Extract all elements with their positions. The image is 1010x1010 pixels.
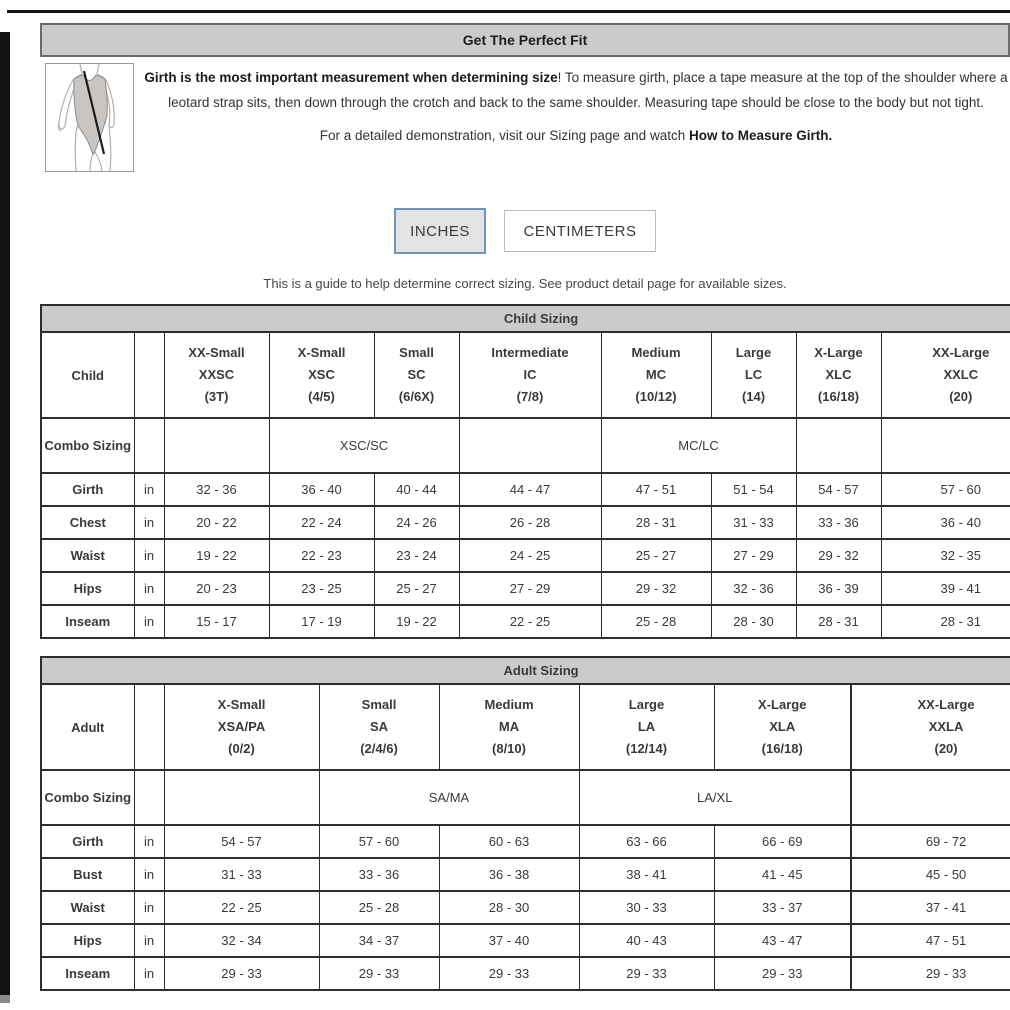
table-title-row	[41, 305, 1010, 332]
size-column-header: Medium MC (10/12)	[601, 332, 711, 418]
measurement-value-cell: 54 - 57	[164, 825, 319, 858]
child-sizing-table	[40, 304, 1010, 639]
unit-cell: in	[134, 605, 164, 638]
measurement-value-cell: 17 - 19	[269, 605, 374, 638]
measurement-value-cell: 28 - 30	[711, 605, 796, 638]
measurement-row-waist	[41, 539, 1010, 572]
measurement-row-chest	[41, 506, 1010, 539]
combo-size-cell: LA/XL	[579, 770, 851, 825]
measurement-value-cell: 19 - 22	[374, 605, 459, 638]
measurement-value-cell: 25 - 28	[601, 605, 711, 638]
measurement-value-cell: 28 - 31	[601, 506, 711, 539]
measurement-label: Girth	[41, 825, 134, 858]
unit-cell: in	[134, 957, 164, 990]
demo-prefix: For a detailed demonstration, visit our Sizing page and watch	[319, 128, 689, 143]
measurement-value-cell: 40 - 44	[374, 473, 459, 506]
measurement-row-inseam	[41, 605, 1010, 638]
measurement-value-cell: 37 - 40	[439, 924, 579, 957]
measurement-value-cell: 22 - 25	[164, 891, 319, 924]
measurement-value-cell: 29 - 33	[164, 957, 319, 990]
size-column-header: XX-Large XXLC (20)	[881, 332, 1010, 418]
combo-empty-cell	[796, 418, 881, 473]
measurement-value-cell: 36 - 39	[796, 572, 881, 605]
unit-combo-cell	[134, 770, 164, 825]
measurement-value-cell: 29 - 33	[714, 957, 851, 990]
demo-link-bold: How to Measure Girth.	[688, 128, 833, 143]
unit-cell: in	[134, 539, 164, 572]
measurement-value-cell: 23 - 25	[269, 572, 374, 605]
measurement-label: Waist	[41, 539, 134, 572]
measurement-value-cell: 20 - 23	[164, 572, 269, 605]
measurement-label: Bust	[41, 858, 134, 891]
measurement-label: Hips	[41, 924, 134, 957]
measurement-value-cell: 57 - 60	[881, 473, 1010, 506]
measurement-value-cell: 28 - 31	[881, 605, 1010, 638]
unit-toggle-group	[40, 208, 1010, 254]
column-header-row	[41, 684, 1010, 770]
combo-empty-cell	[164, 770, 319, 825]
measurement-value-cell: 29 - 32	[601, 572, 711, 605]
unit-cell: in	[134, 858, 164, 891]
measurement-value-cell: 38 - 41	[579, 858, 714, 891]
measurement-value-cell: 60 - 63	[439, 825, 579, 858]
page-left-border	[0, 32, 10, 995]
unit-cell: in	[134, 572, 164, 605]
measurement-value-cell: 36 - 38	[439, 858, 579, 891]
combo-size-cell: MC/LC	[601, 418, 796, 473]
inches-button[interactable]: INCHES	[394, 208, 486, 254]
size-column-header: X-Large XLA (16/18)	[714, 684, 851, 770]
measurement-value-cell: 29 - 33	[439, 957, 579, 990]
measurement-value-cell: 30 - 33	[579, 891, 714, 924]
measurement-value-cell: 29 - 33	[319, 957, 439, 990]
measurement-value-cell: 36 - 40	[881, 506, 1010, 539]
measurement-value-cell: 32 - 34	[164, 924, 319, 957]
size-column-header: Intermediate IC (7/8)	[459, 332, 601, 418]
size-column-header: Large LA (12/14)	[579, 684, 714, 770]
measurement-value-cell: 33 - 37	[714, 891, 851, 924]
measurement-value-cell: 24 - 25	[459, 539, 601, 572]
measurement-value-cell: 27 - 29	[711, 539, 796, 572]
measurement-value-cell: 32 - 35	[881, 539, 1010, 572]
measurement-value-cell: 39 - 41	[881, 572, 1010, 605]
adult-sizing-table	[40, 656, 1010, 991]
measurement-value-cell: 19 - 22	[164, 539, 269, 572]
measurement-row-waist	[41, 891, 1010, 924]
measurement-value-cell: 28 - 30	[439, 891, 579, 924]
unit-cell: in	[134, 506, 164, 539]
girth-intro-bold: Girth is the most important measurement when determining size	[144, 70, 558, 85]
size-column-header: XX-Small XXSC (3T)	[164, 332, 269, 418]
measurement-row-girth	[41, 825, 1010, 858]
size-column-header: Medium MA (8/10)	[439, 684, 579, 770]
centimeters-button[interactable]: CENTIMETERS	[504, 210, 656, 252]
size-column-header: Small SA (2/4/6)	[319, 684, 439, 770]
measurement-row-inseam	[41, 957, 1010, 990]
combo-sizing-label: Combo Sizing	[41, 418, 134, 473]
size-column-header: X-Small XSA/PA (0/2)	[164, 684, 319, 770]
measurement-value-cell: 36 - 40	[269, 473, 374, 506]
combo-size-cell: XSC/SC	[269, 418, 459, 473]
combo-empty-cell	[164, 418, 269, 473]
unit-header-cell	[134, 332, 164, 418]
measurement-value-cell: 47 - 51	[601, 473, 711, 506]
measurement-row-bust	[41, 858, 1010, 891]
girth-intro-text-column	[134, 63, 1010, 172]
girth-intro-rest: ! To measure girth, place a tape measure at the top of the shoulder where a leotard strap sits, then down through the crotch and back to the same shoulder. Measuring tape should be close to the body but not tight.	[168, 70, 1008, 110]
measurement-label: Hips	[41, 572, 134, 605]
measurement-value-cell: 43 - 47	[714, 924, 851, 957]
combo-sizing-row	[41, 418, 1010, 473]
measurement-value-cell: 26 - 28	[459, 506, 601, 539]
measurement-value-cell: 34 - 37	[319, 924, 439, 957]
measurement-row-girth	[41, 473, 1010, 506]
size-column-header: XX-Large XXLA (20)	[851, 684, 1010, 770]
combo-empty-cell	[459, 418, 601, 473]
measurement-label: Girth	[41, 473, 134, 506]
measurement-value-cell: 15 - 17	[164, 605, 269, 638]
measurement-value-cell: 45 - 50	[851, 858, 1010, 891]
combo-empty-cell	[881, 418, 1010, 473]
unit-header-cell	[134, 684, 164, 770]
measurement-value-cell: 20 - 22	[164, 506, 269, 539]
measurement-value-cell: 33 - 36	[319, 858, 439, 891]
measurement-value-cell: 22 - 24	[269, 506, 374, 539]
combo-size-cell: SA/MA	[319, 770, 579, 825]
table-row-label: Child	[41, 332, 134, 418]
page-title: Get The Perfect Fit	[40, 23, 1010, 57]
measurement-value-cell: 24 - 26	[374, 506, 459, 539]
measurement-value-cell: 40 - 43	[579, 924, 714, 957]
measurement-label: Inseam	[41, 957, 134, 990]
unit-cell: in	[134, 891, 164, 924]
page-top-border	[7, 10, 1010, 13]
page-left-border-tip	[0, 995, 10, 1003]
measurement-value-cell: 37 - 41	[851, 891, 1010, 924]
measurement-value-cell: 51 - 54	[711, 473, 796, 506]
measurement-value-cell: 27 - 29	[459, 572, 601, 605]
measurement-value-cell: 22 - 23	[269, 539, 374, 572]
combo-sizing-label: Combo Sizing	[41, 770, 134, 825]
measurement-value-cell: 23 - 24	[374, 539, 459, 572]
size-column-header: Small SC (6/6X)	[374, 332, 459, 418]
measurement-label: Waist	[41, 891, 134, 924]
measurement-value-cell: 31 - 33	[164, 858, 319, 891]
measurement-label: Inseam	[41, 605, 134, 638]
combo-sizing-row	[41, 770, 1010, 825]
measurement-value-cell: 66 - 69	[714, 825, 851, 858]
measurement-row-hips	[41, 924, 1010, 957]
table-row-label: Adult	[41, 684, 134, 770]
measurement-value-cell: 47 - 51	[851, 924, 1010, 957]
measurement-value-cell: 29 - 32	[796, 539, 881, 572]
size-column-header: X-Small XSC (4/5)	[269, 332, 374, 418]
measurement-value-cell: 25 - 27	[601, 539, 711, 572]
measurement-value-cell: 41 - 45	[714, 858, 851, 891]
demo-instruction-line	[144, 128, 1008, 143]
table-title-row	[41, 657, 1010, 684]
girth-intro-section	[40, 63, 1010, 172]
measurement-value-cell: 25 - 27	[374, 572, 459, 605]
measurement-label: Chest	[41, 506, 134, 539]
measurement-value-cell: 32 - 36	[164, 473, 269, 506]
table-title: Adult Sizing	[41, 657, 1010, 684]
sizing-guide-page	[40, 23, 1010, 991]
measurement-value-cell: 69 - 72	[851, 825, 1010, 858]
unit-combo-cell	[134, 418, 164, 473]
measurement-value-cell: 25 - 28	[319, 891, 439, 924]
measurement-value-cell: 44 - 47	[459, 473, 601, 506]
combo-empty-cell	[851, 770, 1010, 825]
measurement-value-cell: 33 - 36	[796, 506, 881, 539]
unit-cell: in	[134, 825, 164, 858]
measurement-row-hips	[41, 572, 1010, 605]
measurement-value-cell: 32 - 36	[711, 572, 796, 605]
column-header-row	[41, 332, 1010, 418]
measurement-value-cell: 57 - 60	[319, 825, 439, 858]
measurement-value-cell: 63 - 66	[579, 825, 714, 858]
size-column-header: Large LC (14)	[711, 332, 796, 418]
leotard-sketch-icon	[46, 64, 133, 171]
measurement-value-cell: 28 - 31	[796, 605, 881, 638]
unit-cell: in	[134, 924, 164, 957]
sizing-guide-note: This is a guide to help determine correct sizing. See product detail page for available sizes.	[263, 276, 787, 291]
unit-cell: in	[134, 473, 164, 506]
measurement-value-cell: 29 - 33	[851, 957, 1010, 990]
measurement-value-cell: 22 - 25	[459, 605, 601, 638]
measurement-value-cell: 29 - 33	[579, 957, 714, 990]
measurement-value-cell: 31 - 33	[711, 506, 796, 539]
measurement-value-cell: 54 - 57	[796, 473, 881, 506]
size-column-header: X-Large XLC (16/18)	[796, 332, 881, 418]
leotard-girth-diagram-image	[45, 63, 134, 172]
table-title: Child Sizing	[41, 305, 1010, 332]
girth-intro-paragraph	[144, 65, 1008, 115]
